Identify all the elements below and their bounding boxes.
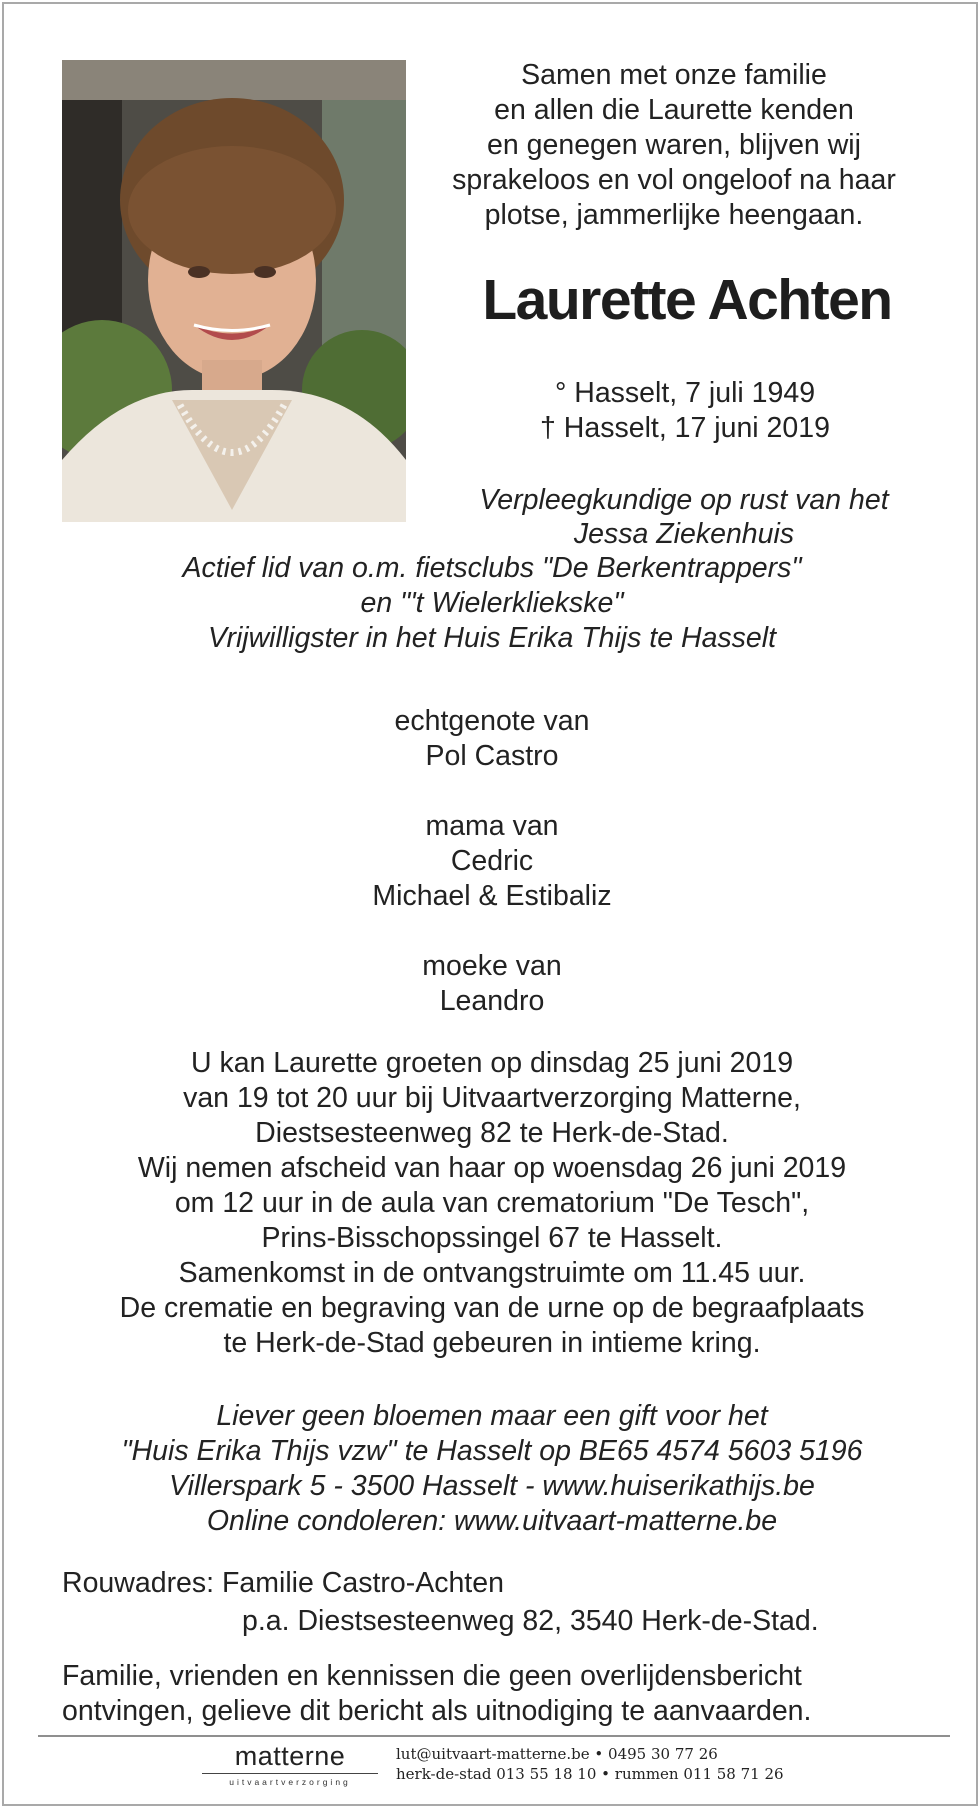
service-details	[4, 1046, 980, 1361]
role-line: Jessa Ziekenhuis	[573, 518, 795, 550]
contact-info	[396, 1744, 816, 1784]
brand-name: matterne	[234, 1741, 346, 1771]
spouse-group	[4, 704, 980, 774]
contact-line: lut@uitvaart-matterne.be • 0495 30 77 26	[396, 1745, 718, 1763]
invitation-notice	[62, 1659, 962, 1729]
children-group	[4, 809, 980, 914]
death-date: † Hasselt, 17 juni 2019	[540, 412, 830, 444]
role-line: Actief lid van o.m. fietsclubs "De Berkentrappers"	[182, 552, 802, 584]
address-line: p.a. Diestsesteenweg 82, 3540 Herk-de-Stad.	[242, 1605, 819, 1637]
service-line: Samenkomst in de ontvangstruimte om 11.45 uur.	[178, 1257, 806, 1289]
family-list	[4, 704, 980, 1054]
service-line: Wij nemen afscheid van haar op woensdag 26 juni 2019	[137, 1152, 847, 1184]
intro-line: Samen met onze familie	[521, 59, 827, 91]
condolence-line: Online condoleren: www.uitvaart-matterne.be	[206, 1505, 778, 1537]
relative-name: Leandro	[439, 985, 545, 1017]
address-line: Rouwadres: Familie Castro-Achten	[62, 1567, 504, 1599]
footer-divider	[38, 1735, 950, 1737]
service-line: De crematie en begraving van de urne op de begraafplaats	[119, 1292, 865, 1324]
relative-name: Cedric	[450, 845, 534, 877]
service-line: te Herk-de-Stad gebeuren in intieme kring.	[223, 1327, 761, 1359]
relation-label: moeke van	[422, 950, 562, 982]
life-dates	[434, 376, 936, 446]
service-line: om 12 uur in de aula van crematorium "De Tesch",	[174, 1187, 810, 1219]
brand-underline	[202, 1773, 378, 1774]
obituary-card	[2, 2, 978, 1806]
intro-line: sprakeloos en vol ongeloof na haar	[452, 164, 896, 196]
role-line: Vrijwilligster in het Huis Erika Thijs te Hasselt	[207, 622, 777, 654]
relative-name: Michael & Estibaliz	[372, 880, 612, 912]
brand-tagline: uitvaartverzorging	[229, 1777, 351, 1787]
intro-line: plotse, jammerlijke heengaan.	[484, 199, 864, 231]
gift-line: "Huis Erika Thijs vzw" te Hasselt op BE65 4574 5603 5196	[121, 1435, 863, 1467]
role-line: en "'t Wielerkliekske"	[360, 587, 624, 619]
donation-note	[4, 1399, 980, 1539]
activities	[4, 551, 980, 656]
birth-date: ° Hasselt, 7 juli 1949	[554, 377, 816, 409]
role-line: Verpleegkundige op rust van het	[479, 484, 889, 516]
gift-line: Liever geen bloemen maar een gift voor het	[216, 1400, 768, 1432]
relation-label: echtgenote van	[394, 705, 590, 737]
notice-line: ontvingen, gelieve dit bericht als uitnodiging te aanvaarden.	[62, 1695, 812, 1727]
contact-line: herk-de-stad 013 55 18 10 • rummen 011 58 71 26	[396, 1765, 784, 1783]
intro-text	[424, 58, 924, 233]
gift-line: Villerspark 5 - 3500 Hasselt - www.huiserikathijs.be	[169, 1470, 815, 1502]
mourning-address	[62, 1564, 962, 1640]
deceased-name: Laurette Achten	[482, 268, 892, 332]
portrait-photo	[62, 60, 406, 522]
intro-line: en genegen waren, blijven wij	[487, 129, 861, 161]
intro-line: en allen die Laurette kenden	[494, 94, 854, 126]
profession	[424, 483, 944, 551]
grandchildren-group	[4, 949, 980, 1019]
service-line: U kan Laurette groeten op dinsdag 25 juni 2019	[190, 1047, 794, 1079]
portrait-image	[62, 60, 406, 522]
service-line: van 19 tot 20 uur bij Uitvaartverzorging Matterne,	[183, 1082, 801, 1114]
relative-name: Pol Castro	[425, 740, 559, 772]
relation-label: mama van	[425, 810, 559, 842]
brand-logo	[202, 1742, 378, 1787]
service-line: Prins-Bisschopssingel 67 te Hasselt.	[261, 1222, 723, 1254]
service-line: Diestsesteenweg 82 te Herk-de-Stad.	[255, 1117, 729, 1149]
notice-line: Familie, vrienden en kennissen die geen overlijdensbericht	[62, 1660, 802, 1692]
